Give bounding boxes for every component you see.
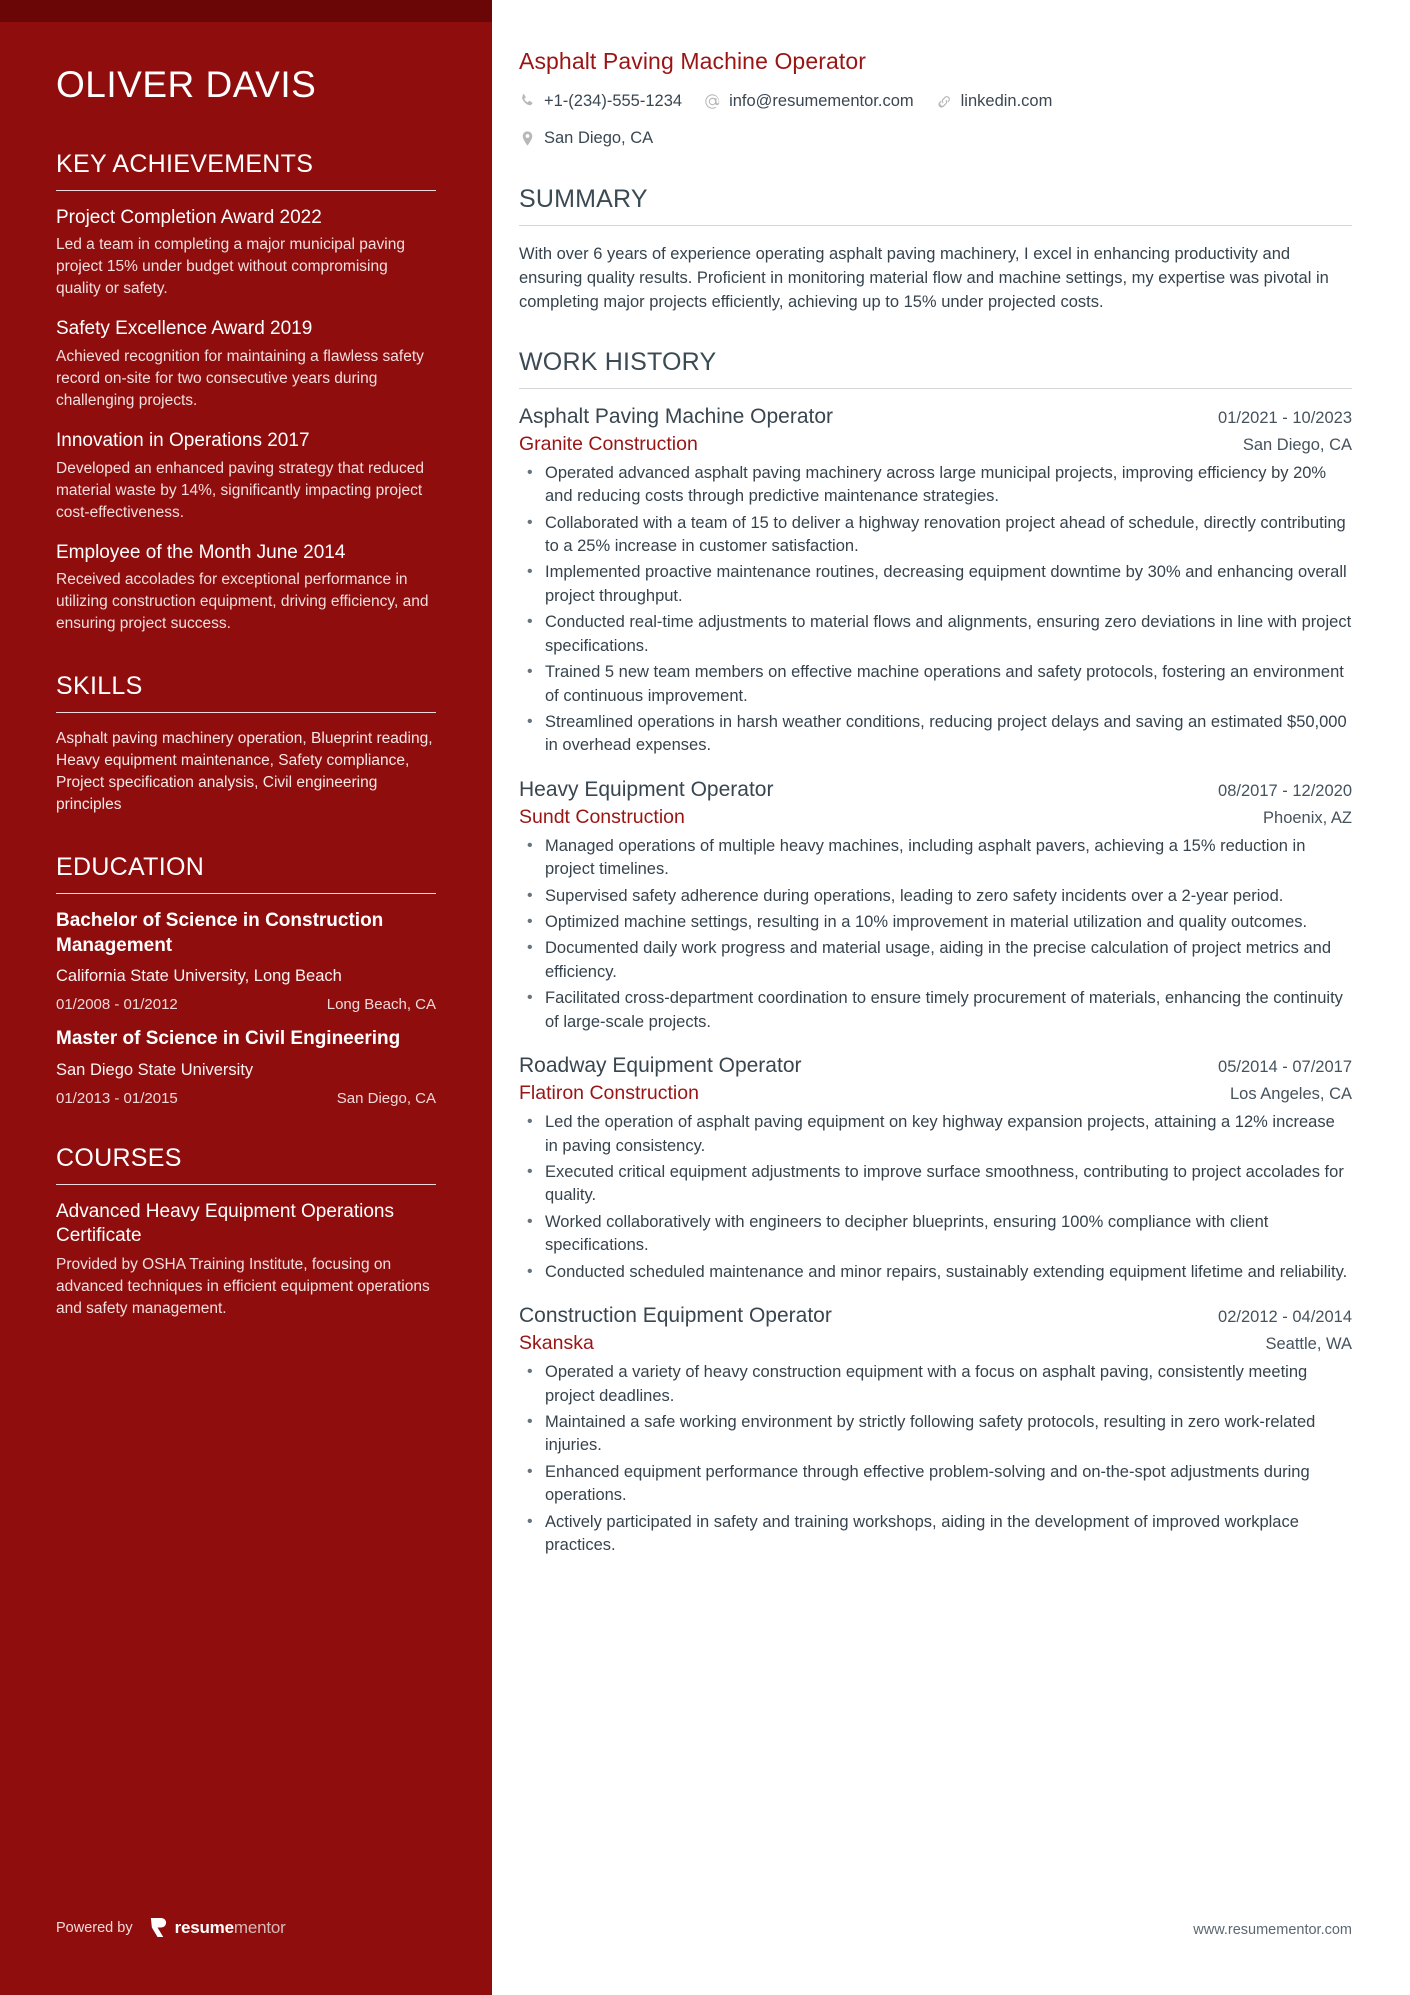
headline-job-title: Asphalt Paving Machine Operator [519,48,867,74]
job-bullet: • Operated a variety of heavy construction equipment with a focus on asphalt paving, consistently meeting project deadlines. [519,1361,1352,1408]
job-bullet: • Facilitated cross-department coordination to ensure timely procurement of materials, enhancing the continuity of large-scale projects. [519,987,1352,1034]
job-bullet: • Implemented proactive maintenance routines, decreasing equipment downtime by 30% and enhancing overall project throughput. [519,561,1352,608]
job-dates: 05/2014 - 07/2017 [1218,1058,1352,1077]
section-heading-work-history: WORK HISTORY [519,347,717,376]
section-courses [56,1143,436,1320]
page-title: OLIVER DAVIS [56,64,317,105]
divider [519,225,1352,226]
achievement-description: Developed an enhanced paving strategy that reduced material waste by 14%, significantly impacting project cost-effectiveness. [56,459,424,521]
sidebar-footer [56,1917,286,1938]
achievement-description: Received accolades for exceptional performance in utilizing construction equipment, driving efficiency, and ensuring project success. [56,571,429,633]
education-item [56,909,436,1013]
job-bullet: • Streamlined operations in harsh weather conditions, reducing project delays and saving an estimated $50,000 in overhead expenses. [519,711,1352,758]
skills-text: Asphalt paving machinery operation, Blueprint reading, Heavy equipment maintenance, Safety compliance, Project specification analysis, Civil engineering principles [56,730,433,814]
job-company: Flatiron Construction [519,1082,699,1105]
job-dates: 01/2021 - 10/2023 [1218,408,1352,427]
job-location: San Diego, CA [1242,435,1352,454]
achievement-description: Led a team in completing a major municipal paving project 15% under budget without compromising quality or safety. [56,236,405,298]
education-dates: 01/2013 - 01/2015 [56,1089,178,1107]
education-location: San Diego, CA [336,1089,436,1107]
job-bullet: • Operated advanced asphalt paving machinery across large municipal projects, improving efficiency by 20% and reducing costs through predictive maintenance strategies. [519,462,1352,509]
course-title: Advanced Heavy Equipment Operations Certificate [56,1200,394,1247]
job-bullet: • Executed critical equipment adjustments to improve surface smoothness, contributing to project accolades for quality. [519,1161,1352,1208]
contact-item-phone[interactable] [519,89,682,114]
section-heading-courses: COURSES [56,1143,182,1172]
contact-item-location[interactable] [519,126,653,151]
job-bullet-list [519,1361,1352,1557]
divider [56,190,436,191]
divider [519,388,1352,389]
achievement-title: Innovation in Operations 2017 [56,429,310,451]
course-item [56,1200,436,1320]
footer-website-url: www.resumementor.com [1193,1922,1352,1938]
job-bullet: • Managed operations of multiple heavy machines, including asphalt pavers, achieving a 15% reduction in project timelines. [519,835,1352,882]
job-title-row [519,1054,1352,1078]
job-dates: 08/2017 - 12/2020 [1218,781,1352,800]
logo-text-light: mentor [233,1917,286,1937]
job-bullet: • Trained 5 new team members on effective machine operations and safety protocols, fostering an environment of continuous improvement. [519,661,1352,708]
sidebar-top-strip [0,0,492,22]
section-summary [519,185,1352,314]
education-school: San Diego State University [56,1060,254,1079]
achievement-title: Employee of the Month June 2014 [56,541,346,563]
phone-icon [519,93,536,110]
job-location: Seattle, WA [1265,1335,1352,1354]
job-bullet: • Led the operation of asphalt paving equipment on key highway expansion projects, attaining a 12% increase in paving consistency. [519,1111,1352,1158]
location-icon [519,130,536,147]
resumementor-wordmark [175,1918,286,1938]
job-title-row [519,1304,1352,1328]
job-bullet: • Conducted scheduled maintenance and minor repairs, sustainably extending equipment lifetime and reliability. [519,1261,1352,1284]
link-icon [936,93,953,110]
achievement-description: Achieved recognition for maintaining a flawless safety record on-site for two consecutive years during challenging projects. [56,347,424,409]
achievement-item [56,317,436,412]
job-dates: 02/2012 - 04/2014 [1218,1308,1352,1327]
job-company: Sundt Construction [519,805,685,828]
logo-text-bold: resume [174,1917,234,1937]
section-key-achievements [56,149,436,636]
job-bullet: • Collaborated with a team of 15 to deliver a highway renovation project ahead of schedule, directly contributing to a 25% increase in customer satisfaction. [519,512,1352,559]
education-school: California State University, Long Beach [56,966,342,985]
job-title: Asphalt Paving Machine Operator [519,404,834,428]
work-history-entry [519,405,1352,758]
divider [56,893,436,894]
job-bullet-list [519,835,1352,1034]
education-dates: 01/2008 - 01/2012 [56,996,178,1014]
job-location: Los Angeles, CA [1230,1085,1352,1104]
job-bullet: • Enhanced equipment performance through effective problem-solving and on-the-spot adjustments during operations. [519,1461,1352,1508]
resumementor-logo [149,1917,286,1938]
contact-row [519,89,1352,151]
job-bullet: • Maintained a safe working environment by strictly following safety protocols, resulting in zero work-related injuries. [519,1411,1352,1458]
job-bullet: • Documented daily work progress and material usage, aiding in the precise calculation of project metrics and efficiency. [519,937,1352,984]
contact-text: linkedin.com [960,92,1053,110]
contact-item-email[interactable] [704,89,914,114]
section-heading-skills: SKILLS [56,672,143,701]
section-heading-education: EDUCATION [56,853,205,882]
job-bullet-list [519,462,1352,758]
job-bullet: • Optimized machine settings, resulting in a 10% improvement in material utilization and quality outcomes. [519,911,1352,934]
education-degree: Master of Science in Civil Engineering [56,1028,401,1050]
job-company-row [519,433,1352,456]
achievement-title: Safety Excellence Award 2019 [56,318,313,340]
section-education [56,852,436,1106]
course-description: Provided by OSHA Training Institute, focusing on advanced techniques in efficient equipment operations and safety management. [56,1256,430,1318]
job-title: Heavy Equipment Operator [519,777,774,801]
job-title-row [519,405,1352,429]
contact-text: +1-(234)-555-1234 [544,92,683,110]
divider [56,712,436,713]
achievement-item [56,429,436,524]
section-work-history [519,348,1352,1558]
job-bullet: • Worked collaboratively with engineers to decipher blueprints, ensuring 100% compliance with client specifications. [519,1211,1352,1258]
powered-by-label: Powered by [56,1919,133,1936]
sidebar [0,0,492,1995]
section-heading-summary: SUMMARY [519,184,648,213]
contact-text: info@resumementor.com [729,92,914,110]
resumementor-mark-icon [149,1917,168,1938]
section-heading-achievements: KEY ACHIEVEMENTS [56,149,314,178]
job-location: Phoenix, AZ [1263,808,1352,827]
main-column [492,0,1410,1995]
job-company-row [519,806,1352,829]
job-company: Skanska [519,1332,594,1355]
job-company-row [519,1332,1352,1355]
education-meta [56,1090,436,1107]
work-history-entry [519,1054,1352,1284]
education-degree: Bachelor of Science in Construction Management [56,910,384,956]
summary-text: With over 6 years of experience operating asphalt paving machinery, I excel in enhancing productivity and ensuring quality results. Proficient in monitoring material flow and machine settings, my expertise was pivotal in completing major projects efficiently, achieving up to 15% under projected costs. [519,244,1329,311]
job-company: Granite Construction [519,432,698,455]
job-title-row [519,778,1352,802]
achievement-item [56,206,436,301]
email-icon [704,93,721,110]
contact-item-link[interactable] [936,89,1053,114]
work-history-entry [519,778,1352,1034]
job-bullet: • Actively participated in safety and training workshops, aiding in the development of improved workplace practices. [519,1511,1352,1558]
job-company-row [519,1082,1352,1105]
section-skills [56,671,436,816]
divider [56,1184,436,1185]
achievement-title: Project Completion Award 2022 [56,206,322,228]
education-location: Long Beach, CA [326,996,436,1014]
job-title: Roadway Equipment Operator [519,1054,802,1078]
contact-text: San Diego, CA [544,128,654,147]
work-history-entry [519,1304,1352,1557]
job-title: Construction Equipment Operator [519,1304,832,1328]
education-item [56,1027,436,1107]
achievement-item [56,541,436,636]
job-bullet-list [519,1111,1352,1284]
education-meta [56,996,436,1013]
job-bullet: • Conducted real-time adjustments to material flows and alignments, ensuring zero deviations in line with project specifications. [519,611,1352,658]
job-bullet: • Supervised safety adherence during operations, leading to zero safety incidents over a 2-year period. [519,885,1352,908]
